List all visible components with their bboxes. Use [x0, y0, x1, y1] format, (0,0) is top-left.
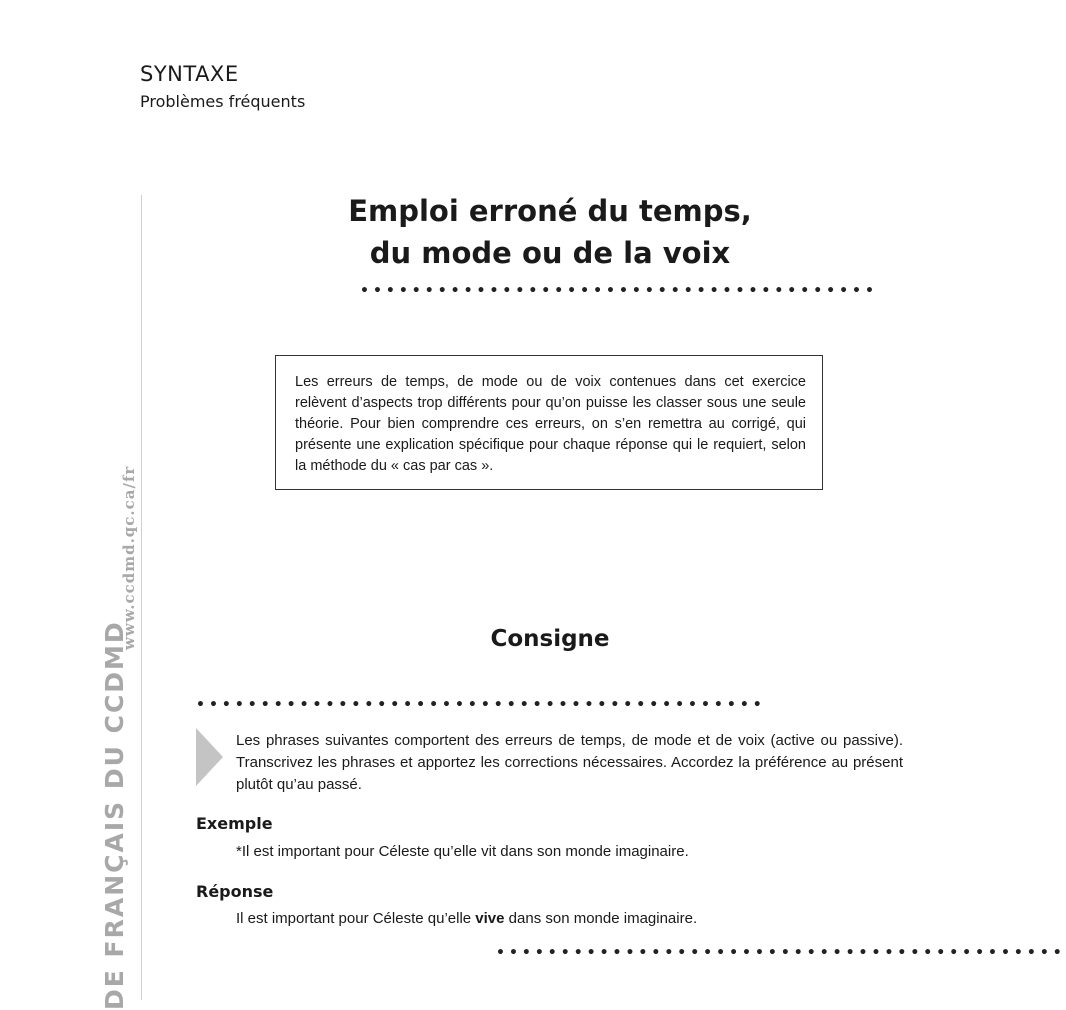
sidebar-series-title: DE FRANÇAIS DU CCDMD [100, 620, 129, 1010]
answer-sentence-end: dans son monde imaginaire. [504, 910, 698, 927]
page-title-line-1: Emploi erroné du temps, [348, 194, 752, 228]
margin-rule [141, 195, 142, 1000]
answer-corrected-verb: vive [475, 910, 505, 927]
title-dotted-rule: •••••••••••••••••••••••••••••••••••••••• [360, 283, 878, 299]
intro-box [275, 355, 823, 490]
consigne-heading: Consigne [490, 626, 610, 652]
intro-text: Les erreurs de temps, de mode ou de voix contenues dans cet exercice relèvent d’aspects trop différents pour qu’on puisse les classer sous une seule théorie. Pour bien comprendre ces erreurs, on s’en remettra au corrigé, qui présente une explication spécifique pour chaque réponse qui le requiert, selon la méthode du « cas par cas ». [295, 374, 806, 474]
page-title [300, 190, 800, 274]
answer-label: Réponse [196, 882, 274, 901]
example-label: Exemple [196, 814, 273, 833]
answer-sentence-start: Il est important pour Céleste qu’elle [236, 910, 476, 927]
arrow-marker-icon [196, 728, 223, 786]
consigne-dotted-rule: •••••••••••••••••••••••••••••••••••••••••••• [196, 697, 766, 713]
bottom-dotted-rule: •••••••••••••••••••••••••••••••••••••••••••• [496, 945, 1066, 961]
section-title: SYNTAXE [140, 62, 239, 86]
section-subtitle: Problèmes fréquents [140, 92, 306, 111]
consigne-text: Les phrases suivantes comportent des erreurs de temps, de mode et de voix (active ou passive). Transcrivez les phrases et apportez les corrections nécessaires. Accordez la préférence au présent plutôt qu’au passé. [236, 732, 903, 793]
answer-sentence [236, 910, 697, 927]
page-title-line-2: du mode ou de la voix [369, 236, 731, 270]
example-sentence: *Il est important pour Céleste qu’elle vit dans son monde imaginaire. [236, 843, 689, 860]
sidebar-url: www.ccdmd.qc.ca/fr [120, 465, 138, 650]
